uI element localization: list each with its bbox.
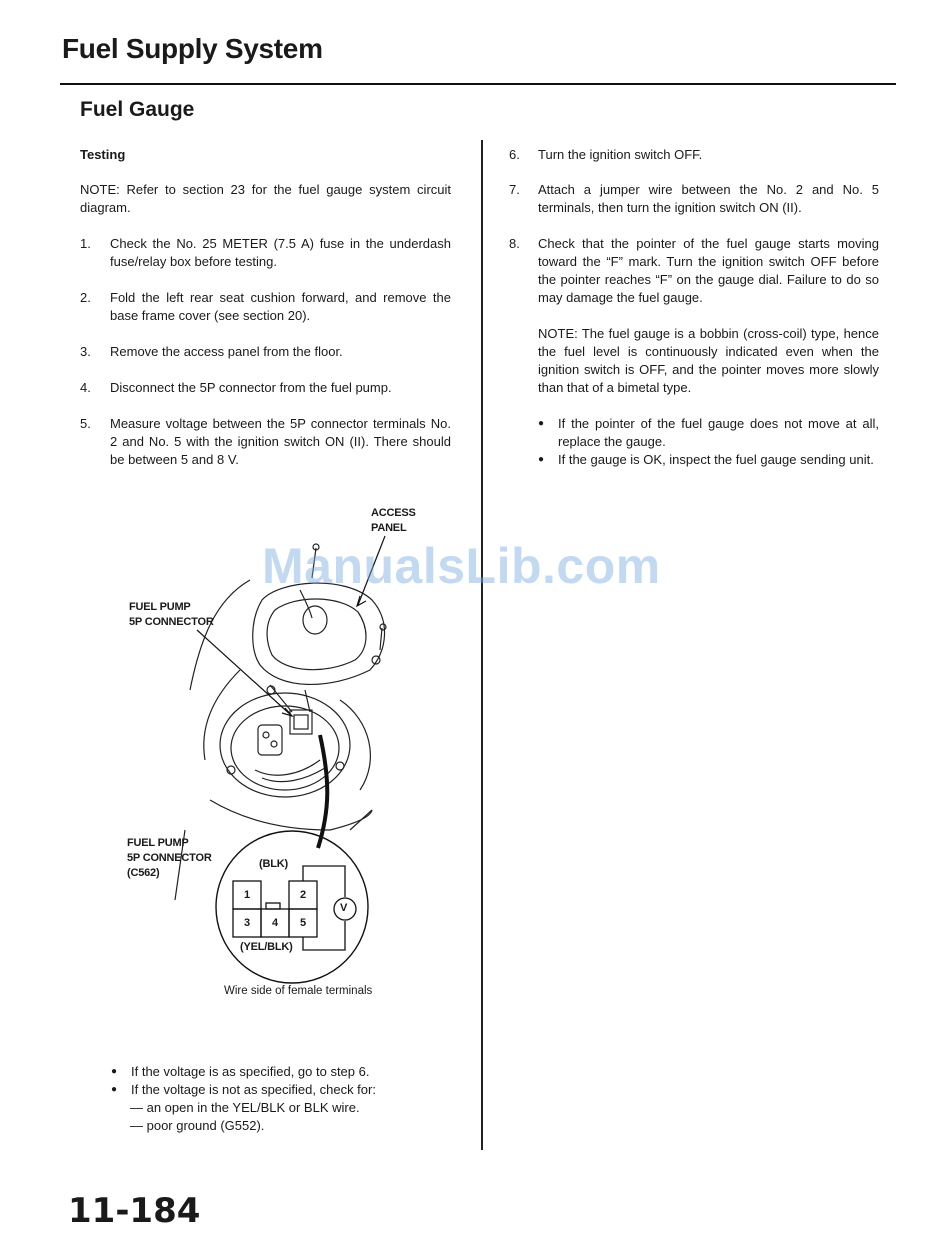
- step-text: Remove the access panel from the floor.: [110, 344, 343, 359]
- section-title: Fuel Supply System: [62, 33, 323, 64]
- wire-color-yel-blk: (YEL/BLK): [240, 941, 293, 953]
- check-item-open-wire: — an open in the YEL/BLK or BLK wire.: [130, 1100, 360, 1115]
- terminal-2: 2: [300, 889, 307, 901]
- step-text: Attach a jumper wire between the No. 2 and No. 5 terminals, then turn the ignition switch ON (II).: [538, 182, 879, 215]
- voltage-result-list: [111, 1063, 451, 1099]
- step-text: Disconnect the 5P connector from the fuel pump.: [110, 380, 392, 395]
- list-item: ● If the pointer of the fuel gauge does not move at all, replace the gauge.: [538, 415, 879, 451]
- testing-subheading: Testing: [80, 147, 126, 162]
- step-text: Check the No. 25 METER (7.5 A) fuse in the underdash fuse/relay box before testing.: [110, 236, 451, 269]
- step-text: Fold the left rear seat cushion forward, and remove the base frame cover (see section 20).: [110, 290, 451, 323]
- step-text: Measure voltage between the 5P connector terminals No. 2 and No. 5 with the ignition switch ON (II). There should be between 5 and 8 V.: [110, 416, 451, 467]
- terminal-1: 1: [244, 889, 251, 901]
- connector-detail-label-line3: (C562): [127, 867, 160, 879]
- step-text: Turn the ignition switch OFF.: [538, 147, 703, 162]
- terminal-3: 3: [244, 917, 251, 929]
- access-panel-label-line1: ACCESS: [371, 507, 416, 519]
- watermark: ManualsLib.com: [262, 538, 661, 594]
- step-number: 8.: [509, 236, 520, 251]
- step-8: [509, 235, 879, 311]
- step-text: Check that the pointer of the fuel gauge starts moving toward the “F” mark. Turn the ignition switch OFF before the pointer reaches “F” on the gauge dial. Failure to do so may damage the fuel gauge.: [538, 236, 879, 305]
- step-number: 1.: [80, 236, 91, 251]
- access-panel-label-line2: PANEL: [371, 522, 407, 534]
- step-number: 2.: [80, 290, 91, 305]
- circuit-note: NOTE: Refer to section 23 for the fuel gauge system circuit diagram.: [80, 182, 451, 215]
- step-4: [80, 379, 451, 399]
- connector-detail-label-line1: FUEL PUMP: [127, 837, 189, 849]
- gauge-result-list: [538, 415, 879, 469]
- step-7: [509, 181, 879, 221]
- connector-detail-label-line2: 5P CONNECTOR: [127, 852, 212, 864]
- step-number: 6.: [509, 147, 520, 162]
- column-divider: [481, 140, 483, 1150]
- list-item: ● If the voltage is not as specified, check for:: [111, 1081, 451, 1099]
- check-item-ground: — poor ground (G552).: [130, 1118, 265, 1133]
- step-number: 5.: [80, 416, 91, 431]
- page-title: Fuel Gauge: [80, 98, 195, 121]
- voltmeter-icon: V: [340, 902, 348, 914]
- terminal-5: 5: [300, 917, 307, 929]
- figure-caption: Wire side of female terminals: [224, 985, 373, 997]
- step-number: 4.: [80, 380, 91, 395]
- list-item: ● If the voltage is as specified, go to step 6.: [111, 1063, 451, 1081]
- step-6: [509, 146, 879, 166]
- fuel-pump-connector-label-line1: FUEL PUMP: [129, 601, 191, 613]
- bobbin-gauge-note: NOTE: The fuel gauge is a bobbin (cross-coil) type, hence the fuel level is continuously indicated even when the ignition switch is OFF, and the pointer moves more slowly than that of a bimetal type.: [538, 326, 879, 395]
- header-divider: [60, 83, 896, 85]
- step-number: 3.: [80, 344, 91, 359]
- terminal-4: 4: [272, 917, 279, 929]
- step-number: 7.: [509, 182, 520, 197]
- step-3: [80, 343, 451, 363]
- list-item: ● If the gauge is OK, inspect the fuel gauge sending unit.: [538, 451, 879, 469]
- step-5: [80, 415, 451, 475]
- page-number: 11-184: [68, 1191, 201, 1231]
- step-2: [80, 289, 451, 329]
- step-1: [80, 235, 451, 275]
- wire-color-blk: (BLK): [259, 858, 288, 870]
- fuel-pump-connector-label-line2: 5P CONNECTOR: [129, 616, 214, 628]
